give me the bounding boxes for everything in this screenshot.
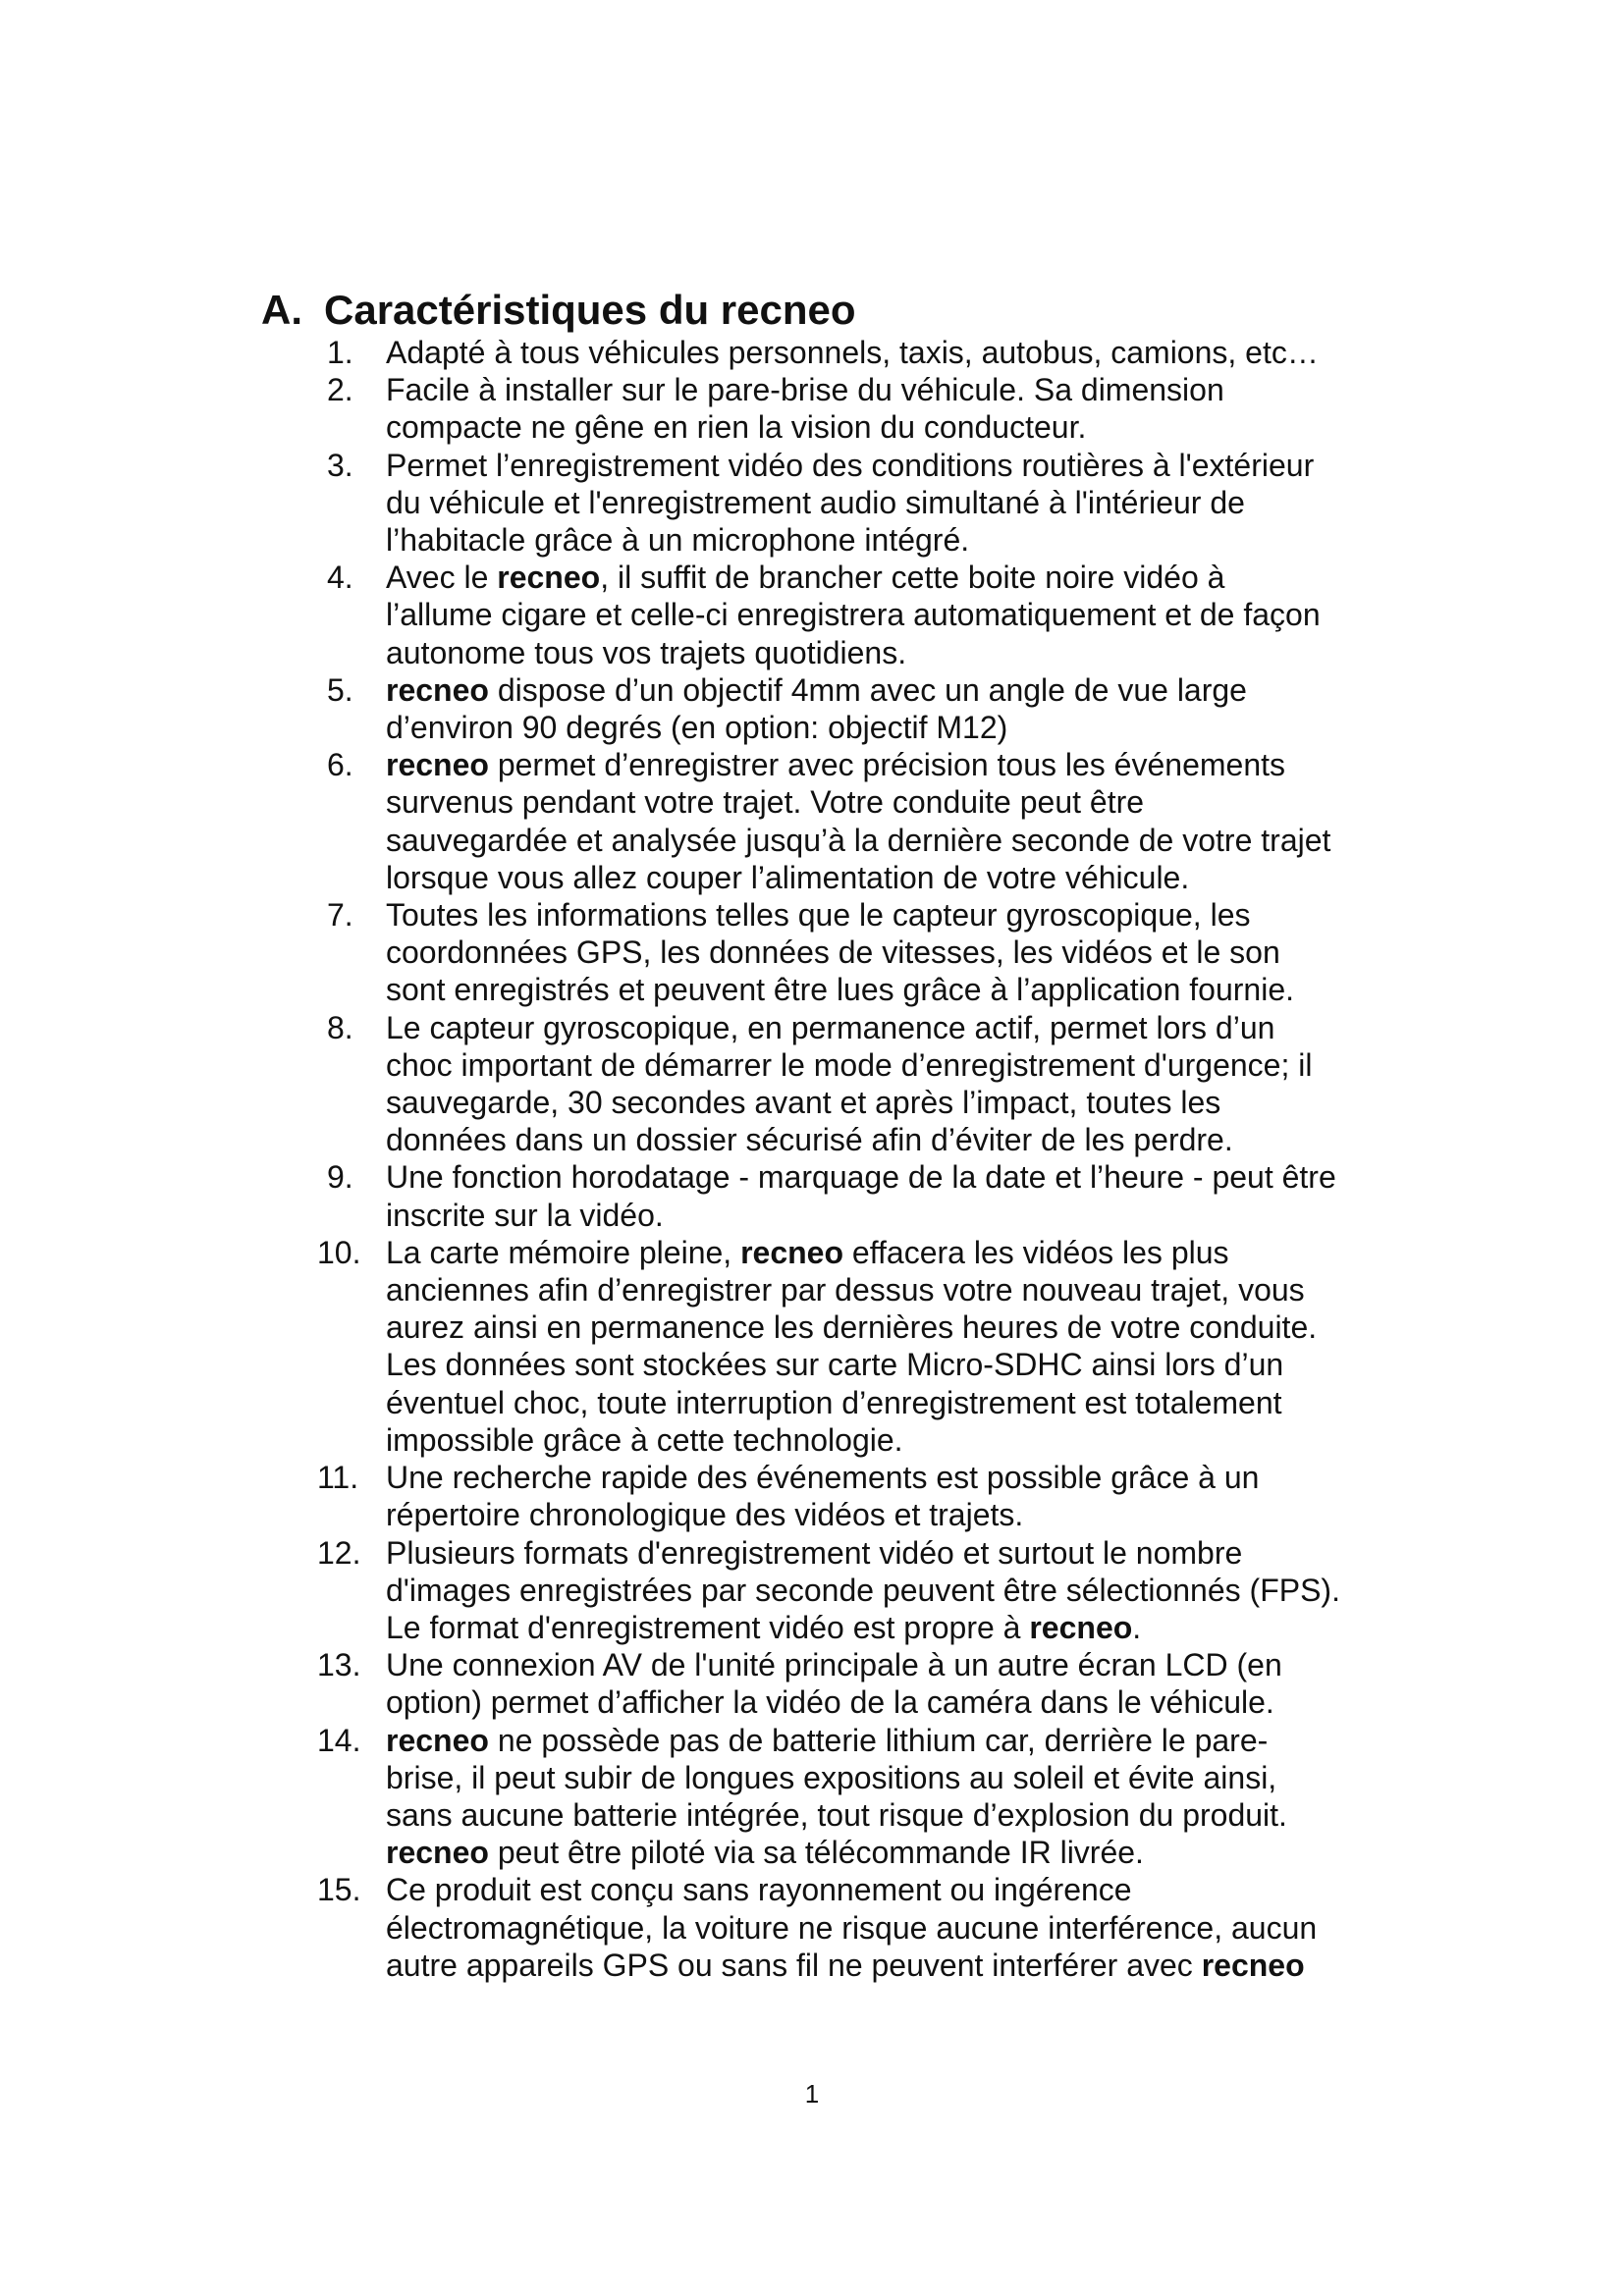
text-segment: choc important de démarrer le mode d’enregistrement d'urgence; il <box>386 1046 1313 1083</box>
list-item <box>317 1722 1436 1872</box>
brand-name: recneo <box>386 1835 489 1871</box>
text-segment: Toutes les informations telles que le capteur gyroscopique, les <box>386 897 1251 934</box>
text-segment: sans aucune batterie intégrée, tout risque d’explosion du produit. <box>386 1796 1287 1833</box>
text-segment: compacte ne gêne en rien la vision du conducteur. <box>386 409 1087 446</box>
brand-name: recneo <box>497 560 601 596</box>
list-item-line <box>386 1722 1436 1759</box>
list-item-line <box>386 1459 1436 1496</box>
list-item <box>327 447 1436 560</box>
list-item-line <box>386 1834 1436 1871</box>
list-item-line <box>386 484 1436 521</box>
list-item-line <box>386 1346 1436 1383</box>
list-item-number: 1. <box>327 335 353 370</box>
text-segment: ne possède pas de batterie lithium car, derrière le pare- <box>488 1722 1269 1758</box>
list-item-line <box>386 447 1436 484</box>
list-item-line <box>386 1009 1436 1046</box>
list-item <box>327 746 1436 896</box>
text-segment: Le capteur gyroscopique, en permanence actif, permet lors d’un <box>386 1009 1275 1045</box>
text-segment: Plusieurs formats d'enregistrement vidéo et surtout le nombre <box>386 1534 1243 1571</box>
text-segment: option) permet d’afficher la vidéo de la caméra dans le véhicule. <box>386 1684 1274 1721</box>
text-segment: Facile à installer sur le pare-brise du véhicule. Sa dimension <box>386 372 1224 408</box>
list-item-line <box>386 1947 1436 1984</box>
text-segment: Adapté à tous véhicules personnels, taxis, autobus, camions, etc… <box>386 335 1319 370</box>
brand-name: recneo <box>1029 1609 1133 1645</box>
list-item-line <box>386 1609 1436 1646</box>
list-item-line <box>386 971 1436 1008</box>
text-segment: , il suffit de brancher cette boite noire vidéo à <box>600 560 1225 596</box>
text-segment: . <box>1132 1609 1142 1645</box>
brand-name: recneo <box>386 1722 489 1758</box>
text-segment: La carte mémoire pleine, <box>386 1234 741 1270</box>
list-item-number: 9. <box>327 1159 353 1196</box>
text-segment: survenus pendant votre trajet. Votre conduite peut être <box>386 784 1145 821</box>
list-item-line <box>386 746 1436 783</box>
list-item-line <box>386 634 1436 671</box>
text-segment: Une fonction horodatage - marquage de la date et l’heure - peut être <box>386 1159 1336 1196</box>
brand-name: recneo <box>386 671 489 708</box>
list-item-line <box>386 334 1436 371</box>
text-segment: Avec le <box>386 560 498 596</box>
text-segment: d'images enregistrées par seconde peuvent être sélectionnés (FPS). <box>386 1572 1340 1608</box>
text-segment: Le format d'enregistrement vidéo est propre à <box>386 1609 1030 1645</box>
text-segment: aurez ainsi en permanence les dernières heures de votre conduite. <box>386 1309 1318 1346</box>
list-item-line <box>386 371 1436 408</box>
list-item-line <box>386 1534 1436 1572</box>
list-item-number: 10. <box>317 1234 361 1270</box>
list-item-line <box>386 1197 1436 1234</box>
list-item-line <box>386 596 1436 633</box>
text-segment: autre appareils GPS ou sans fil ne peuvent interférer avec <box>386 1947 1202 1983</box>
section-heading <box>261 281 856 340</box>
list-item <box>327 671 1436 746</box>
list-item-line <box>386 822 1436 859</box>
text-segment: d’environ 90 degrés (en option: objectif M12) <box>386 710 1008 746</box>
brand-name: recneo <box>740 1234 843 1270</box>
list-item-line <box>386 521 1436 559</box>
list-item-line <box>386 1646 1436 1683</box>
brand-name: recneo <box>1201 1947 1305 1983</box>
text-segment: coordonnées GPS, les données de vitesses, les vidéos et le son <box>386 934 1280 971</box>
text-segment: autonome tous vos trajets quotidiens. <box>386 634 907 670</box>
list-item-line <box>386 1384 1436 1421</box>
list-item-line <box>386 896 1436 934</box>
list-item-number: 2. <box>327 372 353 408</box>
text-segment: l’allume cigare et celle-ci enregistrera automatiquement et de façon <box>386 597 1321 633</box>
list-item-line <box>386 1121 1436 1158</box>
list-item-number: 4. <box>327 560 353 596</box>
list-item-number: 15. <box>317 1872 361 1908</box>
list-item-number: 5. <box>327 671 353 708</box>
text-segment: sauvegarde, 30 secondes avant et après l’impact, toutes les <box>386 1085 1221 1121</box>
list-item-line <box>386 408 1436 446</box>
list-item-number: 11. <box>317 1460 359 1496</box>
list-item-line <box>386 1046 1436 1084</box>
list-item <box>317 1646 1436 1721</box>
list-item-line <box>386 783 1436 821</box>
text-segment: l’habitacle grâce à un microphone intégré. <box>386 522 970 559</box>
list-item-number: 8. <box>327 1009 353 1045</box>
section-letter: A. <box>261 287 302 333</box>
list-item-line <box>386 1759 1436 1796</box>
list-item-line <box>386 1308 1436 1346</box>
text-segment: sont enregistrés et peuvent être lues grâce à l’application fournie. <box>386 972 1294 1008</box>
text-segment: Les données sont stockées sur carte Micro-SDHC ainsi lors d’un <box>386 1347 1284 1383</box>
text-segment: lorsque vous allez couper l’alimentation de votre véhicule. <box>386 859 1190 895</box>
list-item-line <box>386 709 1436 746</box>
text-segment: effacera les vidéos les plus <box>843 1234 1229 1270</box>
text-segment: éventuel choc, toute interruption d’enregistrement est totalement <box>386 1384 1282 1420</box>
list-item-line <box>386 1909 1436 1947</box>
text-segment: impossible grâce à cette technologie. <box>386 1421 903 1458</box>
list-item <box>317 1871 1436 1984</box>
text-segment: Une connexion AV de l'unité principale à un autre écran LCD (en <box>386 1647 1282 1683</box>
list-item-line <box>386 1271 1436 1308</box>
list-item <box>327 334 1436 371</box>
list-item <box>327 1009 1436 1159</box>
list-item-number: 6. <box>327 747 353 783</box>
list-item-line <box>386 934 1436 971</box>
list-item-line <box>386 1871 1436 1908</box>
text-segment: peut être piloté via sa télécommande IR livrée. <box>488 1835 1144 1871</box>
list-item-line <box>386 671 1436 709</box>
list-item <box>327 559 1436 671</box>
list-item <box>327 371 1436 446</box>
text-segment: dispose d’un objectif 4mm avec un angle de vue large <box>488 671 1247 708</box>
brand-name: recneo <box>386 747 489 783</box>
list-item-number: 7. <box>327 897 353 934</box>
text-segment: brise, il peut subir de longues expositions au soleil et évite ainsi, <box>386 1759 1277 1795</box>
list-item-line <box>386 1683 1436 1721</box>
text-segment: Une recherche rapide des événements est possible grâce à un <box>386 1460 1260 1496</box>
list-item <box>317 1234 1436 1459</box>
list-item-line <box>386 1421 1436 1459</box>
text-segment: données dans un dossier sécurisé afin d’éviter de les perdre. <box>386 1122 1233 1158</box>
text-segment: répertoire chronologique des vidéos et trajets. <box>386 1497 1024 1533</box>
list-item <box>317 1534 1436 1647</box>
list-item-line <box>386 859 1436 896</box>
text-segment: Permet l’enregistrement vidéo des conditions routières à l'extérieur <box>386 447 1315 483</box>
text-segment: du véhicule et l'enregistrement audio simultané à l'intérieur de <box>386 484 1245 520</box>
list-item-line <box>386 1234 1436 1271</box>
list-item-line <box>386 559 1436 596</box>
list-item-line <box>386 1158 1436 1196</box>
list-item <box>327 896 1436 1009</box>
list-item <box>327 1158 1436 1233</box>
list-item-number: 12. <box>317 1534 361 1571</box>
list-item-line <box>386 1572 1436 1609</box>
list-item-number: 3. <box>327 447 353 483</box>
text-segment: sauvegardée et analysée jusqu’à la dernière seconde de votre trajet <box>386 822 1331 858</box>
list-item-line <box>386 1496 1436 1533</box>
text-segment: électromagnétique, la voiture ne risque aucune interférence, aucun <box>386 1909 1318 1946</box>
text-segment: Ce produit est conçu sans rayonnement ou ingérence <box>386 1872 1132 1908</box>
text-segment: anciennes afin d’enregistrer par dessus votre nouveau trajet, vous <box>386 1272 1305 1308</box>
list-item-line <box>386 1084 1436 1121</box>
list-item-number: 14. <box>317 1722 361 1758</box>
text-segment: permet d’enregistrer avec précision tous les événements <box>488 747 1285 783</box>
section-title: Caractéristiques du recneo <box>324 287 856 333</box>
text-segment: inscrite sur la vidéo. <box>386 1197 664 1233</box>
list-item-line <box>386 1796 1436 1834</box>
list-item-number: 13. <box>317 1647 361 1683</box>
page-number: 1 <box>804 2079 820 2109</box>
list-item <box>317 1459 1436 1533</box>
feature-list <box>317 334 1436 1984</box>
